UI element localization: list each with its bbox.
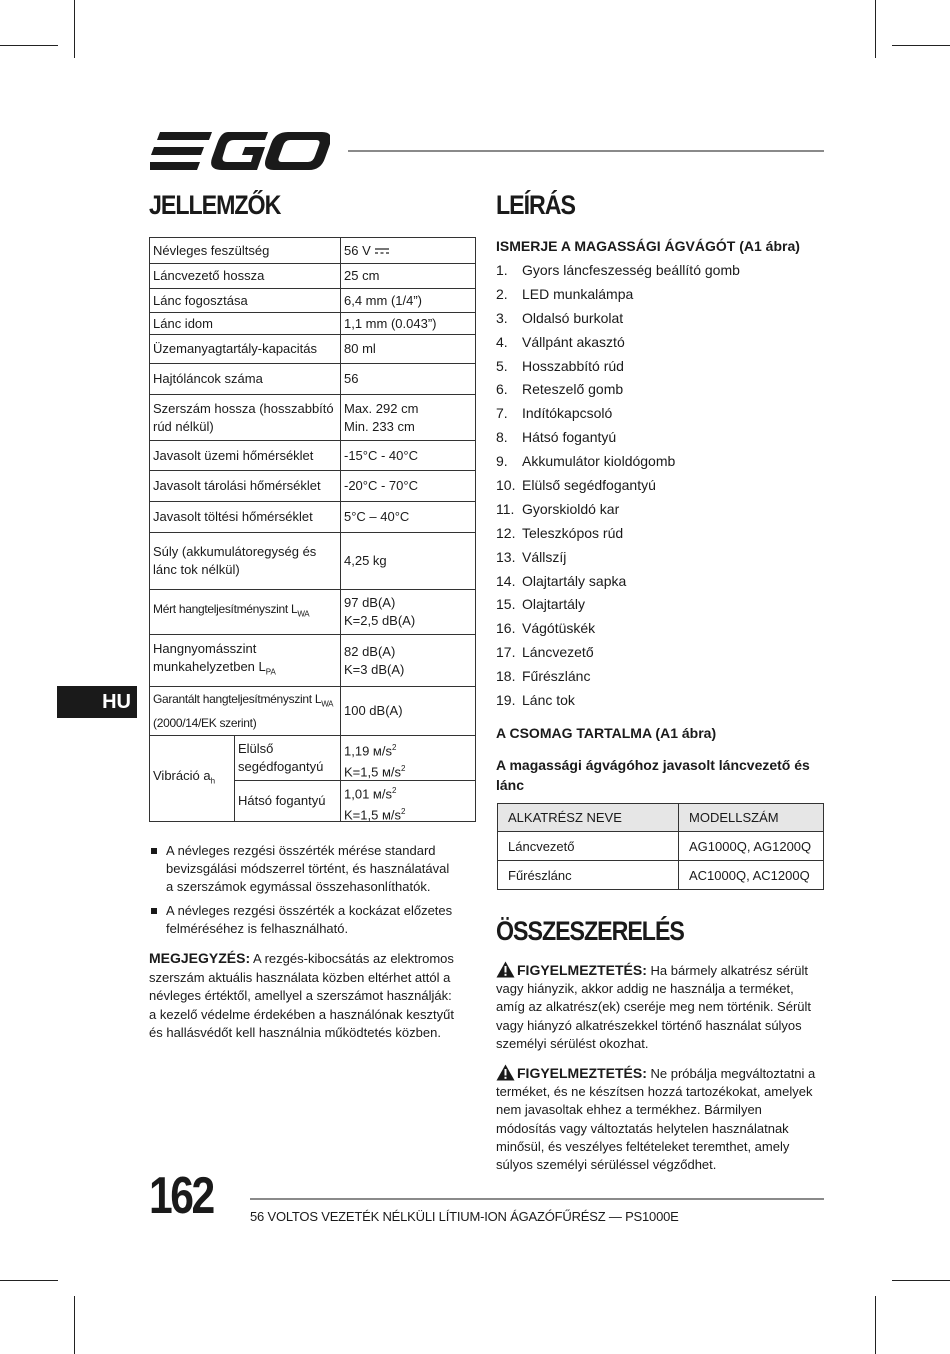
bullet-square-icon (151, 848, 157, 854)
warning-label: FIGYELMEZTETÉS: (517, 1065, 647, 1081)
recommended-title: A magassági ágvágóhoz javasolt láncvezető és lánc (496, 757, 810, 793)
spec-label (150, 736, 341, 822)
warning-paragraph: FIGYELMEZTETÉS: Ne próbálja megváltoztatni a terméket, és ne készítsen hozzá tartozékokat, amelyek nem javasoltak ehhez a termékhez. Bármilyen módosítás vagy változtatás helytelen használatnak minősül, és veszélyes feltételeket teremthet, amely súlyos személyi sérüléssel végződhet. (496, 1065, 816, 1173)
vibration-label: Vibráció $a_h$ (150, 736, 235, 821)
parts-model-table (497, 803, 824, 890)
spec-label: Névleges feszültség (150, 238, 341, 264)
table-row (150, 502, 476, 533)
spec-label: Mért hangteljesítményszint $L_{WA}$ (150, 590, 341, 635)
list-item: 15. Olajtartály (496, 596, 586, 613)
table-row (150, 533, 476, 590)
spec-value: 56 V (341, 238, 476, 264)
spec-label: Súly (akkumulátoregység és lánc tok nélkül) (150, 533, 341, 590)
know-title: ISMERJE A MAGASSÁGI ÁGVÁGÓT (A1 ábra) (496, 238, 800, 254)
list-item: 16. Vágótüskék (496, 620, 596, 637)
spec-label: Üzemanyagtartály-kapacitás (150, 335, 341, 364)
table-row (150, 238, 476, 264)
list-item: 1. Gyors láncfeszesség beállító gomb (496, 262, 740, 278)
specs-table (149, 237, 476, 822)
table-cell: Fűrészlánc (498, 861, 679, 890)
spec-label: Hangnyomásszint munkahelyzetben $L_{PA}$ (150, 635, 341, 687)
spec-value: 25 cm (341, 264, 476, 289)
spec-value: 82 dB(A) K=3 dB(A) (341, 635, 476, 687)
list-item: 8. Hátsó fogantyú (496, 429, 617, 446)
spec-value: Max. 292 cm Min. 233 cm (341, 395, 476, 441)
list-item: 3. Oldalsó burkolat (496, 309, 624, 326)
list-item: 17. Láncvezető (496, 644, 594, 661)
list-item: 5. Hosszabbító rúd (496, 357, 624, 374)
list-item: 14. Olajtartály sapka (496, 572, 627, 589)
table-row (150, 687, 476, 736)
crop-mark (892, 1280, 950, 1281)
spec-value: 4,25 kg (341, 533, 476, 590)
list-item: 6. Reteszelő gomb (496, 381, 624, 398)
note-label: MEGJEGYZÉS: (149, 950, 251, 966)
footer-title: 56 VOLTOS VEZETÉK NÉLKÜLI LÍTIUM-ION ÁGAZÓFŰRÉSZ — PS1000E (250, 1209, 679, 1224)
spec-value: 1,1 mm (0.043”) (341, 313, 476, 335)
crop-mark (74, 0, 75, 58)
warning-label: FIGYELMEZTETÉS: (517, 962, 647, 978)
list-item: A névleges rezgési összérték mérése standard bevizsgálási módszerrel történt, és használatával a szerszámok egymással összehasonlíthatók. (149, 842, 459, 896)
list-item: A névleges rezgési összérték a kockázat előzetes felméréséhez is felhasználható. (149, 902, 459, 938)
spec-label: Hajtóláncok száma (150, 364, 341, 395)
list-item: 18. Fűrészlánc (496, 668, 591, 685)
list-item: 7. Indítókapcsoló (496, 405, 613, 422)
spec-label: Lánc fogosztása (150, 289, 341, 313)
spec-label: Javasolt tárolási hőmérséklet (150, 471, 341, 502)
list-item: 13. Vállszíj (496, 548, 567, 565)
table-row (150, 590, 476, 635)
warning-triangle-icon (496, 961, 515, 978)
spec-value: -20°C - 70°C (341, 471, 476, 502)
table-row (498, 861, 824, 890)
vibration-handle-label: Elülső segédfogantyú (235, 736, 341, 781)
crop-mark (0, 45, 58, 46)
spec-label: Lánc idom (150, 313, 341, 335)
table-row (150, 313, 476, 335)
specs-heading: JELLEMZŐK (149, 190, 281, 220)
table-row (498, 832, 824, 861)
spec-value: 97 dB(A) K=2,5 dB(A) (341, 590, 476, 635)
column-header: MODELLSZÁM (679, 804, 824, 832)
note-paragraph: MEGJEGYZÉS: A rezgés-kibocsátás az elektromos szerszám aktuális használata közben eltérhet attól a névleges értéktől, amellyel a szerszámot használják: a kezelő védelme érdekében a használónak kesztyűt és hallásvédőt kell használnia működtetés közben. (149, 950, 454, 1040)
description-heading: LEÍRÁS (496, 190, 575, 220)
vibration-handle-label: Hátsó fogantyú (238, 793, 326, 808)
list-item: 12. Teleszkópos rúd (496, 524, 624, 541)
spec-value: 100 dB(A) (341, 687, 476, 736)
table-cell: Láncvezető (498, 832, 679, 861)
crop-mark (74, 1296, 75, 1354)
list-item: 11. Gyorskioldó kar (496, 500, 620, 517)
table-row (150, 736, 476, 822)
crop-mark (875, 0, 876, 58)
column-header: ALKATRÉSZ NEVE (498, 804, 679, 832)
spec-label: Láncvezető hossza (150, 264, 341, 289)
table-row (150, 395, 476, 441)
language-tab: HU (57, 686, 137, 718)
table-cell: AG1000Q, AG1200Q (679, 832, 824, 861)
spec-value: 80 ml (341, 335, 476, 364)
warning-triangle-icon (496, 1064, 515, 1081)
spec-value: 6,4 mm (1/4”) (341, 289, 476, 313)
spec-label: Szerszám hossza (hosszabbító rúd nélkül) (150, 395, 341, 441)
crop-mark (0, 1280, 58, 1281)
list-item: 4. Vállpánt akasztó (496, 333, 625, 350)
table-header-row (498, 804, 824, 832)
spec-label: Javasolt üzemi hőmérséklet (150, 441, 341, 471)
footer-rule (250, 1198, 824, 1200)
parts-list (496, 260, 740, 714)
list-item: 10. Elülső segédfogantyú (496, 477, 656, 494)
spec-value: -15°C - 40°C (341, 441, 476, 471)
bullet-list (149, 842, 459, 944)
table-row (150, 289, 476, 313)
ego-logo (150, 130, 330, 172)
spec-value: 1,19 $м/s^2$ K=1,5 $м/s^2$ 1,01 $м/s^2$ K=1,5 $м/s^2$ (341, 736, 476, 822)
table-row (150, 364, 476, 395)
spec-value: 5°C – 40°C (341, 502, 476, 533)
header-rule (348, 150, 824, 152)
table-cell: AC1000Q, AC1200Q (679, 861, 824, 890)
list-item: 19. Lánc tok (496, 692, 575, 709)
crop-mark (892, 45, 950, 46)
dc-symbol-icon (374, 247, 390, 255)
package-title: A CSOMAG TARTALMA (A1 ábra) (496, 725, 717, 741)
table-row (150, 635, 476, 687)
page-number: 162 (149, 1167, 213, 1225)
crop-mark (875, 1296, 876, 1354)
table-row (150, 264, 476, 289)
table-row (150, 471, 476, 502)
warning-paragraph: FIGYELMEZTETÉS: Ha bármely alkatrész sérült vagy hiányzik, akkor addig ne használja a terméket, amíg az alkatrész(ek) cseréje meg nem történik. Sérült vagy hiányzó alkatrészekkel történő használat súlyos személyi sérülést okozhat. (496, 962, 812, 1051)
bullet-square-icon (151, 908, 157, 914)
assembly-heading: ÖSSZESZERELÉS (496, 916, 684, 946)
spec-label: Garantált hangteljesítményszint $L_{WA}$ (2000/14/EK szerint) (150, 687, 341, 736)
list-item: 2. LED munkalámpa (496, 285, 634, 302)
list-item: 9. Akkumulátor kioldógomb (496, 453, 676, 470)
table-row (150, 441, 476, 471)
table-row (150, 335, 476, 364)
spec-label: Javasolt töltési hőmérséklet (150, 502, 341, 533)
spec-value: 56 (341, 364, 476, 395)
